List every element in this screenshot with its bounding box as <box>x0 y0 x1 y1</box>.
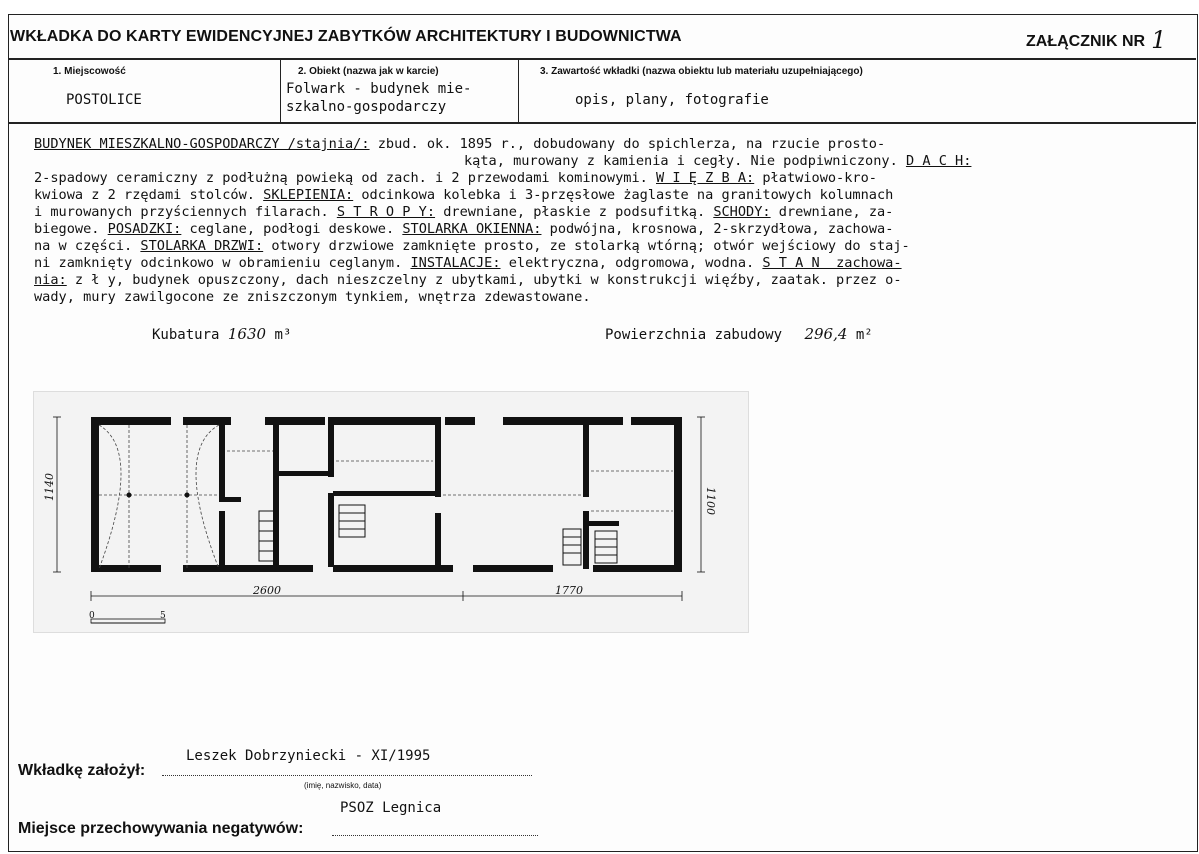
founder-label: Wkładkę założył: <box>18 762 146 779</box>
description-text: elektryczna, odgromowa, wodna. <box>500 255 763 271</box>
description-line <box>34 255 1174 272</box>
section-heading: STOLARKA DRZWI: <box>140 238 264 254</box>
section-heading: SKLEPIENIA: <box>263 187 354 203</box>
document-title: WKŁADKA DO KARTY EWIDENCYJNEJ ZABYTKÓW ARCHITEKTURY I BUDOWNICTWA <box>10 28 682 45</box>
description-text: ceglane, podłogi deskowe. <box>181 221 403 237</box>
description-text: na w części. <box>34 238 141 254</box>
description-text: zbud. ok. 1895 r., dobudowany do spichlerza, na rzucie prosto- <box>369 136 886 152</box>
description-text: z ł y, budynek opuszczony, dach nieszczelny z ubytkami, ubytki w konstrukcji więźby, zaatak. przez o- <box>66 272 902 288</box>
area-unit: m² <box>855 327 873 343</box>
description-text: odcinkowa kolebka i 3-przęsłowe żaglaste na granitowych kolumnach <box>353 187 894 203</box>
section-heading: BUDYNEK MIESZKALNO-GOSPODARCZY /stajnia/: <box>34 136 370 152</box>
plan-width-right: 1770 <box>555 584 583 597</box>
locality-value: POSTOLICE <box>66 92 142 108</box>
description-text: podwójna, krosnowa, 2-skrzydłowa, zachowa- <box>541 221 894 237</box>
area-label: Powierzchnia zabudowy <box>605 327 783 343</box>
locality-cell <box>9 60 281 122</box>
description-line <box>34 238 1174 255</box>
description-text: kwiowa z 2 rzędami stolców. <box>34 187 264 203</box>
plan-scale-five: 5 <box>160 611 166 621</box>
section-heading: D A C H: <box>905 153 972 169</box>
description-line <box>34 289 1174 306</box>
attachment-label-text: ZAŁĄCZNIK NR <box>1026 33 1146 50</box>
plan-height-right: 1100 <box>704 487 717 515</box>
section-heading: S T A N zachowa- <box>762 255 902 271</box>
description-text: 2-spadowy ceramiczny z podłużną powieką od zach. i 2 przewodami kominowymi. <box>34 170 656 186</box>
description-text: wady, mury zawilgocone ze zniszczonym tynkiem, wnętrza zdewastowane. <box>34 289 591 305</box>
description-text: drewniane, za- <box>770 204 894 220</box>
description-text: biegowe. <box>34 221 108 237</box>
storage-label: Miejsce przechowywania negatywów: <box>18 820 304 837</box>
section-heading: W I Ę Z B A: <box>656 170 755 186</box>
founder-hint: (imię, nazwisko, data) <box>304 781 382 790</box>
plan-width-left: 2600 <box>253 584 281 597</box>
locality-label: 1. Miejscowość <box>53 66 126 77</box>
content-value: opis, plany, fotografie <box>575 92 769 108</box>
founder-value: Leszek Dobrzyniecki - XI/1995 <box>186 748 431 764</box>
plan-scale-bar <box>91 619 165 623</box>
object-label: 2. Obiekt (nazwa jak w karcie) <box>298 66 439 77</box>
description-text: płatwiowo-kro- <box>754 170 877 186</box>
cubature-unit: m³ <box>274 327 292 343</box>
section-heading: nia: <box>34 272 67 288</box>
attachment-label <box>1026 24 1166 52</box>
storage-value: PSOZ Legnica <box>340 800 442 816</box>
description-line <box>34 153 1174 170</box>
founder-dotted-line <box>162 774 532 776</box>
area-value: 296,4 <box>804 325 848 343</box>
section-heading: SCHODY: <box>713 204 771 220</box>
description-line <box>34 221 1174 238</box>
description-text: i murowanych przyściennych filarach. <box>34 204 337 220</box>
built-up-area <box>605 325 873 343</box>
section-heading: INSTALACJE: <box>410 255 501 271</box>
section-heading: POSADZKI: <box>107 221 182 237</box>
object-value-line2: szkalno-gospodarczy <box>286 99 447 115</box>
cubature <box>152 325 291 343</box>
section-heading: STOLARKA OKIENNA: <box>402 221 542 237</box>
description-line <box>34 272 1174 289</box>
description-text: kąta, murowany z kamienia i cegły. Nie podpiwniczony. <box>464 153 906 169</box>
description-line <box>34 170 1174 187</box>
content-label: 3. Zawartość wkładki (nazwa obiektu lub materiału uzupełniającego) <box>540 66 863 77</box>
floor-plan <box>33 391 747 631</box>
storage-dotted-line <box>332 834 538 836</box>
plan-walls <box>91 417 682 572</box>
identification-fields <box>9 58 1196 124</box>
section-heading: S T R O P Y: <box>336 204 436 220</box>
content-cell <box>518 60 1196 122</box>
cubature-value: 1630 <box>227 325 267 343</box>
description-line <box>34 204 1174 221</box>
description-text: otwory drzwiowe zamknięte prosto, ze stolarką wtórną; otwór wejściowy do staj- <box>263 238 910 254</box>
object-value-line1: Folwark - budynek mie- <box>286 81 472 97</box>
cubature-label: Kubatura <box>152 327 220 343</box>
plan-dimension-lines <box>53 417 705 601</box>
description-text: ni zamknięty odcinkowo w obramieniu ceglanym. <box>34 255 411 271</box>
object-cell <box>280 60 519 122</box>
attachment-number: 1 <box>1151 26 1167 54</box>
plan-scale-zero: 0 <box>89 611 95 621</box>
description-line <box>34 136 1174 153</box>
description-line <box>34 187 1174 204</box>
plan-height-left: 1140 <box>43 473 56 501</box>
building-description <box>34 136 1174 306</box>
description-text: drewniane, płaskie z podsufitką. <box>435 204 714 220</box>
